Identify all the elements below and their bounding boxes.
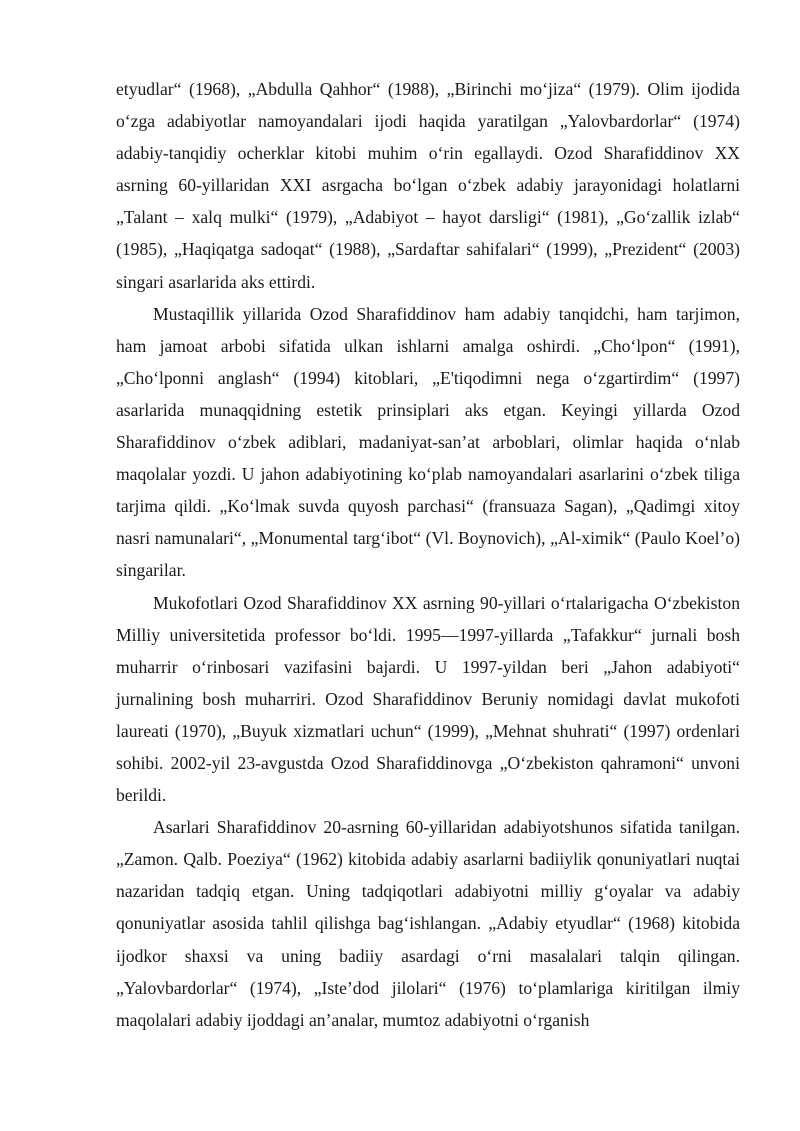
paragraph-asarlari: Asarlari Sharafiddinov 20-asrning 60-yillaridan adabiyotshunos sifatida tanilgan. „Zamon. Qalb. Poeziya“ (1962) kitobida adabiy asarlarni badiiylik qonuniyatlari nuqtai nazaridan tadqiq etgan. Uning tadqiqotlari adabiyotni milliy g‘oyalar va adabiy qonuniyatlar asosida tahlil qilishga bag‘ishlangan. „Adabiy etyudlar“ (1968) kitobida ijodkor shaxsi va uning badiiy asardagi o‘rni masalalari talqin qilingan. „Yalovbardorlar“ (1974), „Iste’dod jilolari“ (1976) to‘plamlariga kiritilgan ilmiy maqolalari adabiy ijoddagi an’analar, mumtoz adabiyotni o‘rganish — [116, 817, 740, 1030]
document-page — [116, 73, 740, 1036]
paragraph-continued: etyudlar“ (1968), „Abdulla Qahhor“ (1988), „Birinchi mo‘jiza“ (1979). Olim ijodida o‘zga adabiyotlar namoyandalari ijodi haqida yaratilgan „Yalovbardorlar“ (1974) adabiy-tanqidiy ocherklar kitobi muhim o‘rin egallaydi. Ozod Sharafiddinov XX asrning 60-yillaridan XXI asrgacha bo‘lgan o‘zbek adabiy jarayonidagi holatlarni „Talant – xalq mulki“ (1979), „Adabiyot – hayot darsligi“ (1981), „Go‘zallik izlab“ (1985), „Haqiqatga sadoqat“ (1988), „Sardaftar sahifalari“ (1999), „Prezident“ (2003) singari asarlarida aks ettirdi. — [116, 79, 740, 292]
paragraph-mukofotlari: Mukofotlari Ozod Sharafiddinov XX asrning 90-yillari o‘rtalarigacha O‘zbekiston Milliy universitetida professor bo‘ldi. 1995—1997-yillarda „Tafakkur“ jurnali bosh muharrir o‘rinbosari vazifasini bajardi. U 1997-yildan beri „Jahon adabiyoti“ jurnalining bosh muharriri. Ozod Sharafiddinov Beruniy nomidagi davlat mukofoti laureati (1970), „Buyuk xizmatlari uchun“ (1999), „Mehnat shuhrati“ (1997) ordenlari sohibi. 2002-yil 23-avgustda Ozod Sharafiddinovga „O‘zbekiston qahramoni“ unvoni berildi. — [116, 592, 740, 806]
paragraph-mustaqillik: Mustaqillik yillarida Ozod Sharafiddinov ham adabiy tanqidchi, ham tarjimon, ham jamoat arbobi sifatida ulkan ishlarni amalga oshirdi. „Cho‘lpon“ (1991), „Cho‘lponni anglash“ (1994) kitoblari, „E'tiqodimni nega o‘zgartirdim“ (1997) asarlarida munaqqidning estetik prinsiplari aks etgan. Keyingi yillarda Ozod Sharafiddinov o‘zbek adiblari, madaniyat-san’at arboblari, olimlar haqida o‘nlab maqolalar yozdi. U jahon adabiyotining ko‘plab namoyandalari asarlarini o‘zbek tiliga tarjima qildi. „Ko‘lmak suvda quyosh parchasi“ (fransuaza Sagan), „Qadimgi xitoy nasri namunalari“, „Monumental targ‘ibot“ (Vl. Boynovich), „Al-ximik“ (Paulo Koel’o) singarilar. — [116, 303, 740, 581]
